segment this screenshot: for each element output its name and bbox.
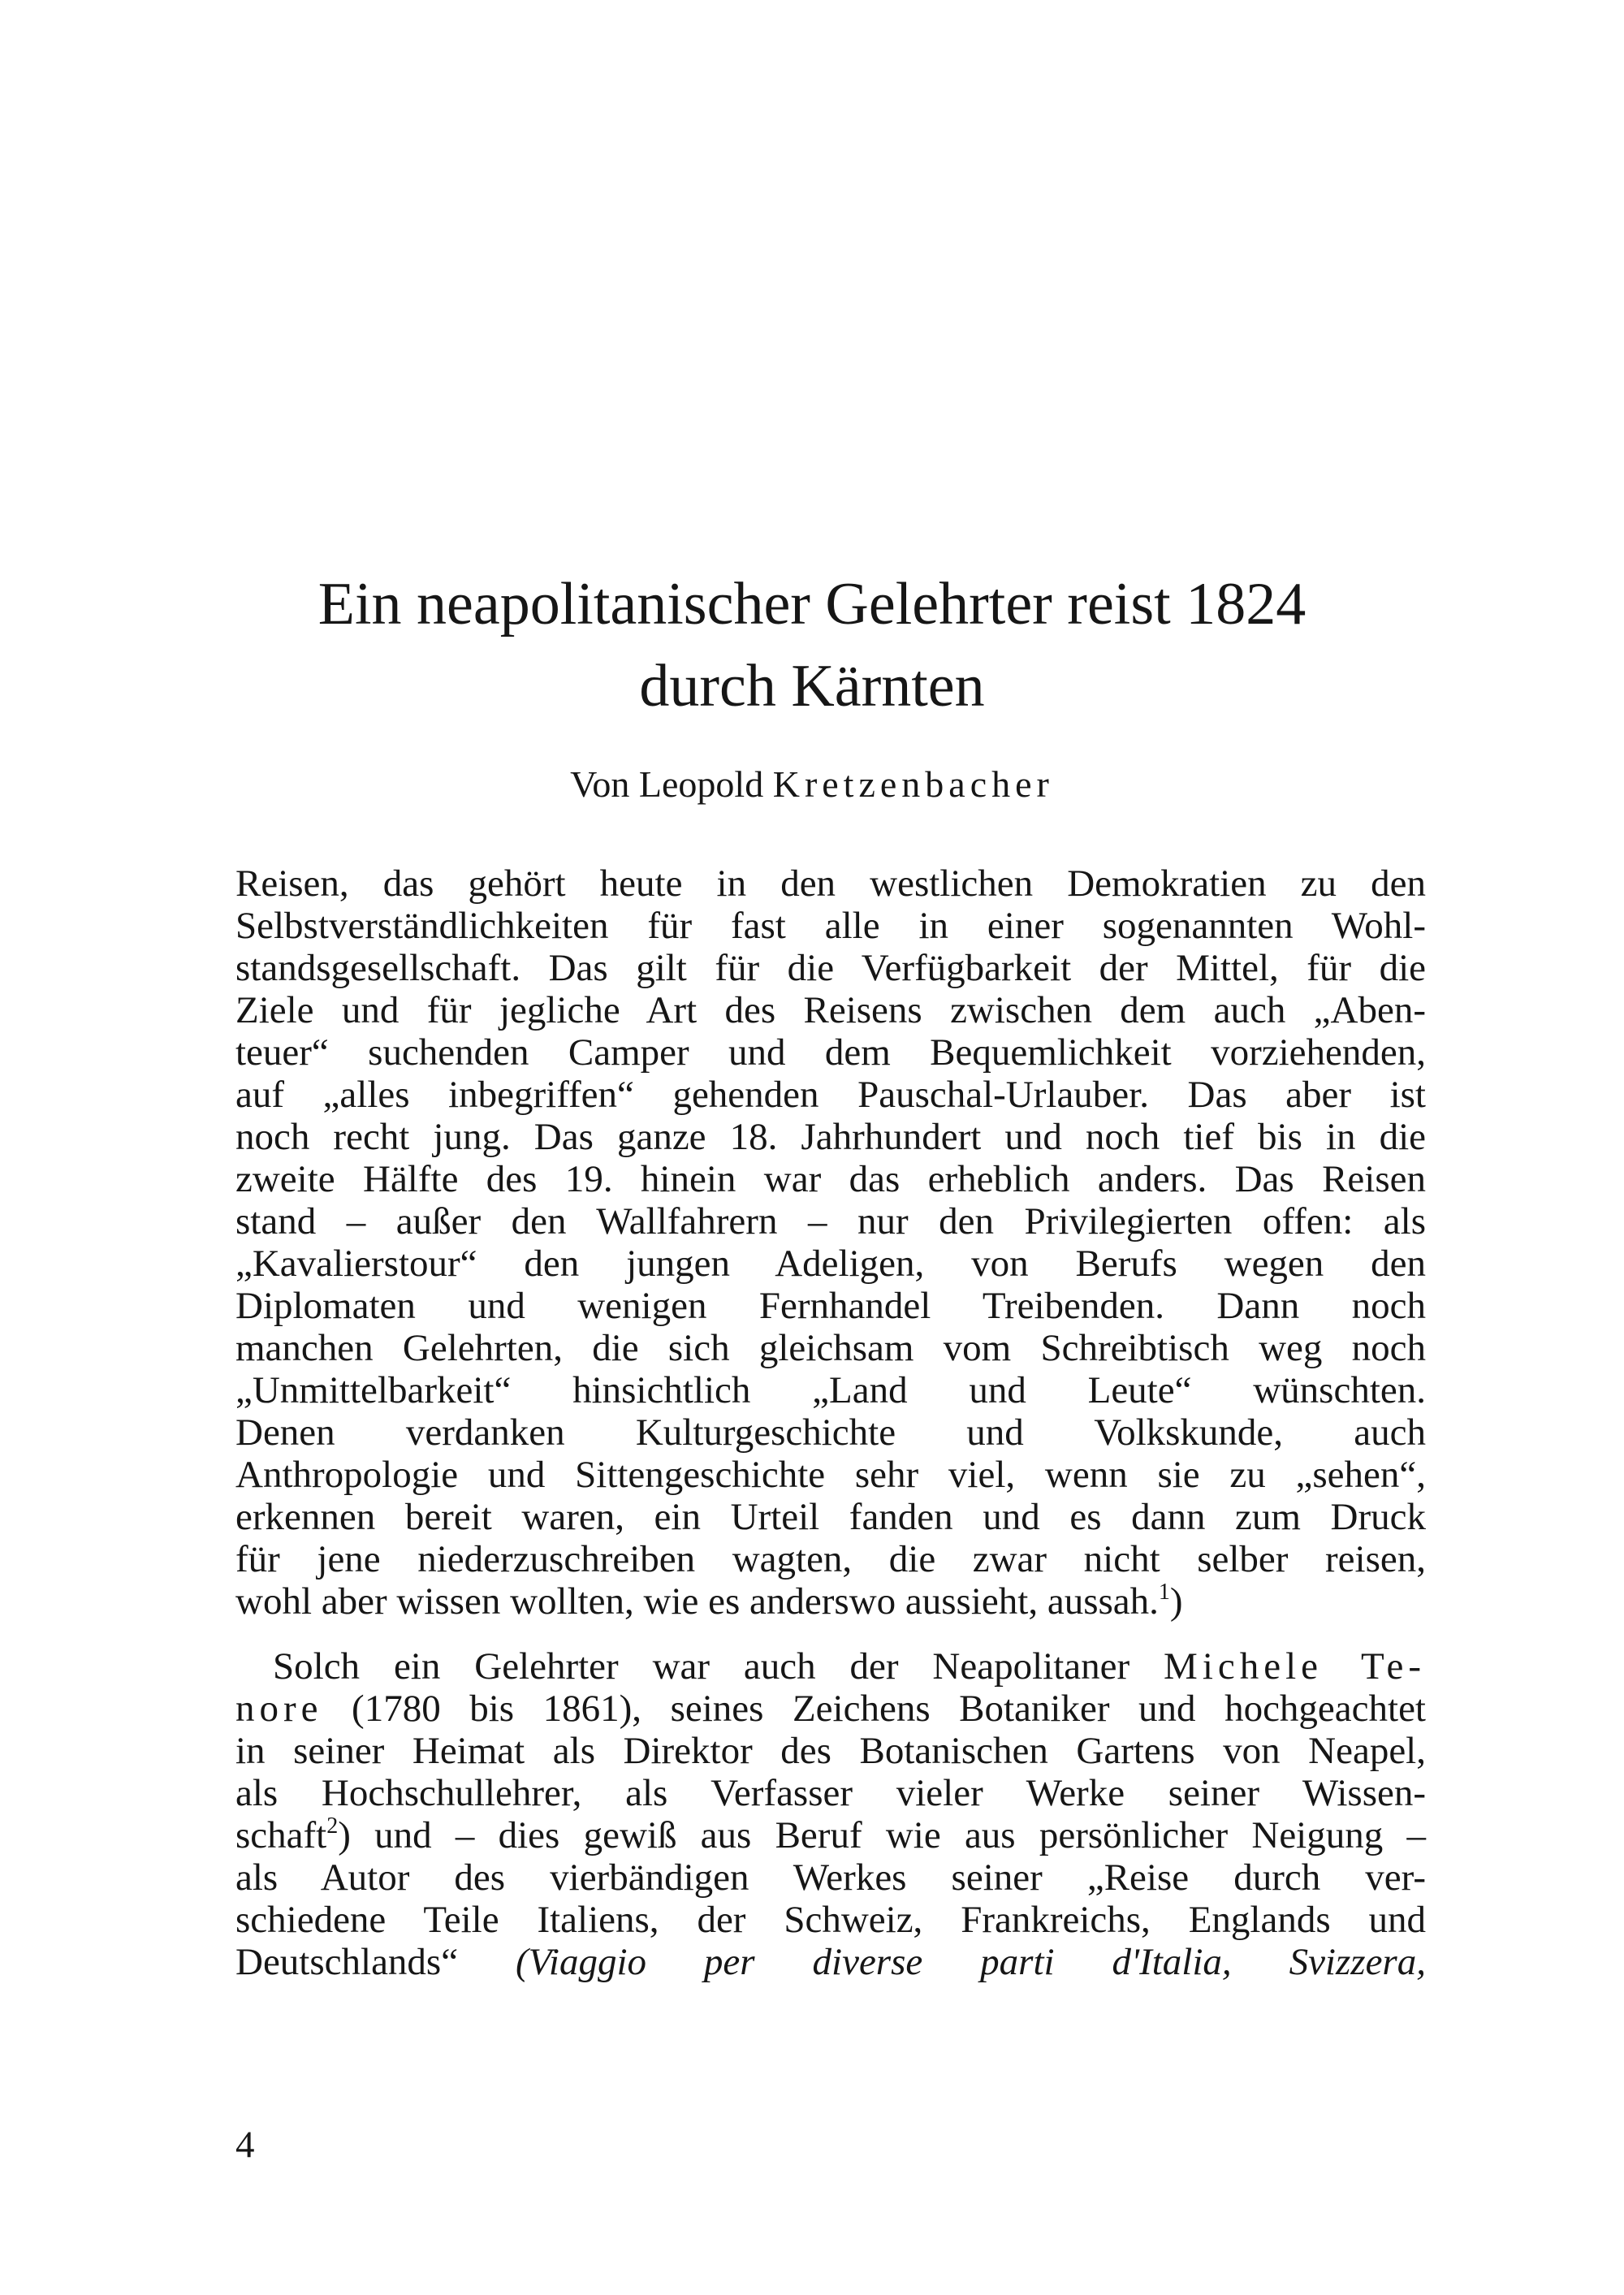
p1-line-9: stand – außer den Wallfahrern – nur den Privilegierten offen: als	[235, 1200, 1426, 1243]
p1-line-3: standsgesellschaft. Das gilt für die Verfügbarkeit der Mittel, für die	[235, 947, 1426, 989]
p2-line-3: in seiner Heimat als Direktor des Botanischen Gartens von Neapel,	[235, 1730, 1426, 1772]
p1-line-10: „Kavalierstour“ den jungen Adeligen, von Berufs wegen den	[235, 1243, 1426, 1285]
italian-title: (Viaggio per diverse parti d'Italia, Svizzera,	[516, 1941, 1426, 1983]
p1-line-16: erkennen bereit waren, ein Urteil fanden und es dann zum Druck	[235, 1496, 1426, 1538]
person-name-last: nore	[235, 1688, 323, 1730]
p2-line-6: als Autor des vierbändigen Werkes seiner „Reise durch ver-	[235, 1856, 1426, 1899]
p2-line-2-text: (1780 bis 1861), seines Zeichens Botaniker und hochgeachtet	[322, 1688, 1426, 1730]
p2-line-7: schiedene Teile Italiens, der Schweiz, Frankreichs, Englands und	[235, 1899, 1426, 1941]
p2-line-8	[235, 1941, 1426, 1983]
footnote-ref-2: 2	[326, 1813, 339, 1839]
p2-line-2	[235, 1688, 1426, 1730]
footnote-ref-1: 1	[1158, 1580, 1170, 1605]
p1-line-15: Anthropologie und Sittengeschichte sehr viel, wenn sie zu „sehen“,	[235, 1454, 1426, 1496]
p2-line-1-text: Solch ein Gelehrter war auch der Neapolitaner	[273, 1645, 1130, 1688]
p2-line-8-a: Deutschlands“	[235, 1941, 516, 1983]
footnote-ref-1-paren: )	[1169, 1580, 1183, 1623]
p1-line-4: Ziele und für jegliche Art des Reisens zwischen dem auch „Aben-	[235, 989, 1426, 1031]
byline	[0, 763, 1624, 806]
p1-line-5: teuer“ suchenden Camper und dem Bequemlichkeit vorziehenden,	[235, 1031, 1426, 1074]
p2-line-4: als Hochschullehrer, als Verfasser vieler Werke seiner Wissen-	[235, 1772, 1426, 1814]
p1-line-8: zweite Hälfte des 19. hinein war das erheblich anders. Das Reisen	[235, 1158, 1426, 1200]
p1-line-6: auf „alles inbegriffen“ gehenden Pauschal-Urlauber. Das aber ist	[235, 1074, 1426, 1116]
p1-line-17: für jene niederzuschreiben wagten, die zwar nicht selber reisen,	[235, 1538, 1426, 1580]
p2-line-1	[273, 1645, 1426, 1688]
title-line-2: durch Kärnten	[639, 653, 985, 720]
p1-line-14: Denen verdanken Kulturgeschichte und Volkskunde, auch	[235, 1411, 1426, 1454]
p1-line-2: Selbstverständlichkeiten für fast alle in einer sogenannten Wohl-	[235, 905, 1426, 947]
p2-line-5	[235, 1814, 1426, 1856]
page-number: 4	[235, 2124, 255, 2166]
author-surname: Kretzenbacher	[772, 763, 1054, 805]
p2-line-5-a: schaft	[235, 1814, 327, 1856]
p1-line-18-text: wohl aber wissen wollten, wie es anderswo aussieht, aussah.	[235, 1580, 1159, 1623]
p1-line-13: „Unmittelbarkeit“ hinsichtlich „Land und Leute“ wünschten.	[235, 1369, 1426, 1411]
title-line-1: Ein neapolitanischer Gelehrter reist 1824	[317, 571, 1307, 638]
person-name-first: Michele Te-	[1164, 1645, 1426, 1688]
byline-prefix: Von Leopold	[570, 763, 764, 805]
p1-line-7: noch recht jung. Das ganze 18. Jahrhundert und noch tief bis in die	[235, 1116, 1426, 1158]
p1-line-11: Diplomaten und wenigen Fernhandel Treibenden. Dann noch	[235, 1285, 1426, 1327]
p1-line-18	[235, 1580, 1426, 1623]
p2-line-5-b: ) und – dies gewiß aus Beruf wie aus persönlicher Neigung –	[338, 1814, 1426, 1856]
p1-line-1: Reisen, das gehört heute in den westlichen Demokratien zu den	[235, 862, 1426, 905]
p1-line-12: manchen Gelehrten, die sich gleichsam vom Schreibtisch weg noch	[235, 1327, 1426, 1369]
